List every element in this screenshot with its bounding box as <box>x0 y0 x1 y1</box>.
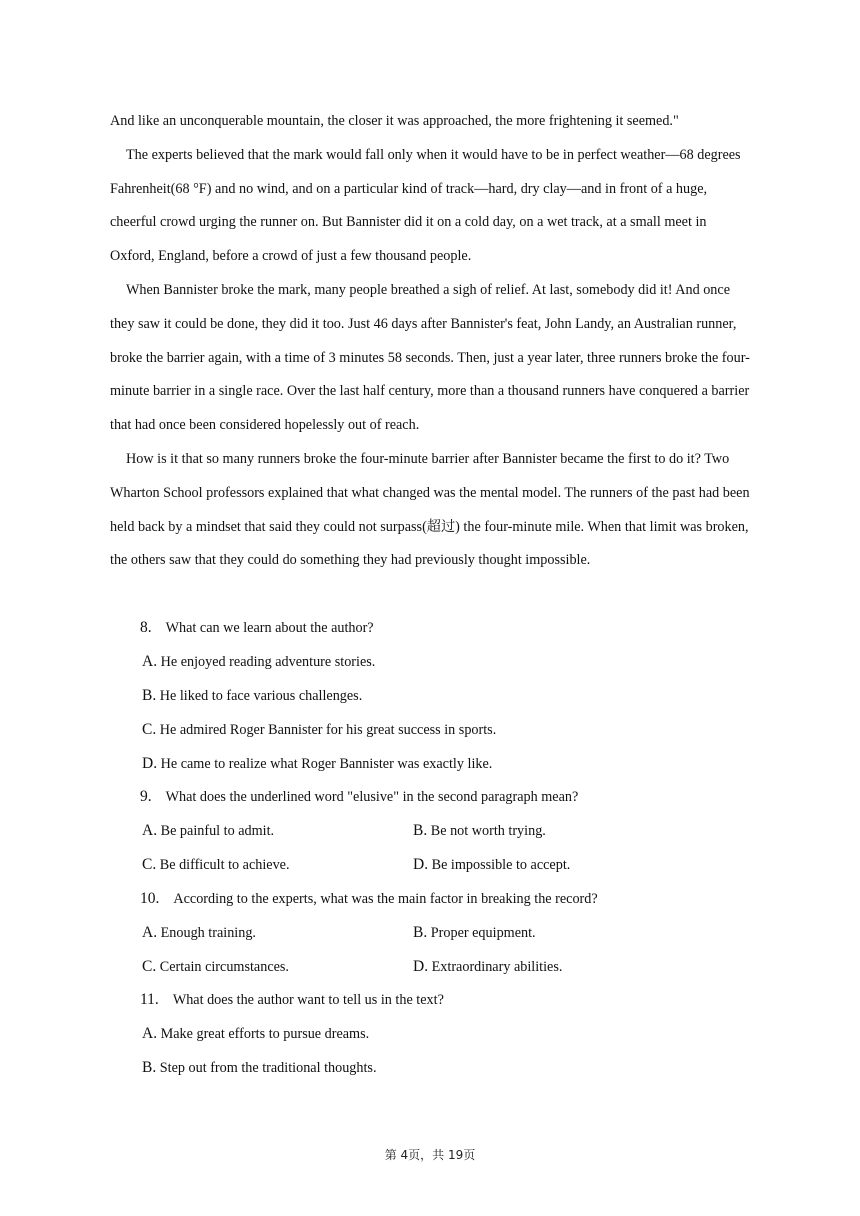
question-text: What does the underlined word "elusive" in the second paragraph mean? <box>165 789 579 805</box>
passage-paragraph: The experts believed that the mark would fall only when it would have to be in perfect weather—68 degrees Fahrenheit(68 °F) and no wind, and on a particular kind of track—hard, dry clay—and in front of a huge, cheerful crowd urging the runner on. But Bannister did it on a cold day, on a wet track, at a small meet in Oxford, England, before a crowd of just a few thousand people. <box>110 146 741 265</box>
reading-passage <box>110 105 750 578</box>
option-10d[interactable] <box>413 950 562 984</box>
option-11a[interactable] <box>142 1017 369 1051</box>
option-letter: B. <box>413 822 428 839</box>
option-text: He enjoyed reading adventure stories. <box>160 654 376 670</box>
question-text: What can we learn about the author? <box>165 620 374 636</box>
option-text: He admired Roger Bannister for his great success in sports. <box>159 722 497 738</box>
option-text: Be not worth trying. <box>430 823 546 839</box>
question-number: 11. <box>140 991 159 1008</box>
option-8b[interactable] <box>142 679 362 713</box>
option-8c[interactable] <box>142 713 496 747</box>
option-letter: C. <box>142 856 157 873</box>
option-letter: B. <box>142 1059 157 1076</box>
option-letter: A. <box>142 822 158 839</box>
question-9 <box>140 780 578 814</box>
option-letter: C. <box>142 721 157 738</box>
question-number: 10. <box>140 890 160 907</box>
option-text: Make great efforts to pursue dreams. <box>160 1026 370 1042</box>
question-number: 8. <box>140 619 152 636</box>
option-9a[interactable] <box>142 814 274 848</box>
question-11 <box>140 983 444 1017</box>
page-footer: 第 4页，共 19页 <box>384 1148 476 1162</box>
option-text: Be painful to admit. <box>160 823 275 839</box>
option-letter: C. <box>142 958 157 975</box>
question-text: What does the author want to tell us in the text? <box>172 992 444 1008</box>
option-letter: B. <box>142 687 157 704</box>
question-10 <box>140 882 598 916</box>
option-text: Enough training. <box>160 925 256 941</box>
option-letter: D. <box>142 755 158 772</box>
option-text: Certain circumstances. <box>159 959 289 975</box>
option-9b[interactable] <box>413 814 546 848</box>
option-text: He came to realize what Roger Bannister was exactly like. <box>160 756 493 772</box>
option-text: He liked to face various challenges. <box>159 688 363 704</box>
passage-paragraph: How is it that so many runners broke the four-minute barrier after Bannister became the first to do it? Two Wharton School professors explained that what changed was the mental model. The runners of the past had been held back by a mindset that said they could not surpass(超过) the four-minute mile. When that limit was broken, the others saw that they could do something they had previously thought impossible. <box>110 450 750 569</box>
question-8 <box>140 611 374 645</box>
option-letter: D. <box>413 958 429 975</box>
question-number: 9. <box>140 788 152 805</box>
passage-paragraph: And like an unconquerable mountain, the closer it was approached, the more frightening it seemed." <box>110 113 679 129</box>
option-8d[interactable] <box>142 747 492 781</box>
option-letter: A. <box>142 1025 158 1042</box>
option-10a[interactable] <box>142 916 256 950</box>
option-9d[interactable] <box>413 848 570 882</box>
option-text: Proper equipment. <box>430 925 536 941</box>
option-10c[interactable] <box>142 950 289 984</box>
option-letter: A. <box>142 653 158 670</box>
option-letter: D. <box>413 856 429 873</box>
option-letter: B. <box>413 924 428 941</box>
option-11b[interactable] <box>142 1051 377 1085</box>
option-9c[interactable] <box>142 848 290 882</box>
option-text: Step out from the traditional thoughts. <box>159 1060 377 1076</box>
passage-paragraph: When Bannister broke the mark, many people breathed a sigh of relief. At last, somebody did it! And once they saw it could be done, they did it too. Just 46 days after Bannister's feat, John Landy, an Australian runner, broke the barrier again, with a time of 3 minutes 58 seconds. Then, just a year later, three runners broke the four-minute barrier in a single race. Over the last half century, more than a thousand runners have conquered a barrier that had once been considered hopelessly out of reach. <box>110 281 750 434</box>
question-text: According to the experts, what was the main factor in breaking the record? <box>173 891 598 907</box>
option-8a[interactable] <box>142 645 375 679</box>
option-text: Extraordinary abilities. <box>431 959 563 975</box>
option-text: Be impossible to accept. <box>431 857 571 873</box>
option-text: Be difficult to achieve. <box>159 857 290 873</box>
option-10b[interactable] <box>413 916 536 950</box>
option-letter: A. <box>142 924 158 941</box>
